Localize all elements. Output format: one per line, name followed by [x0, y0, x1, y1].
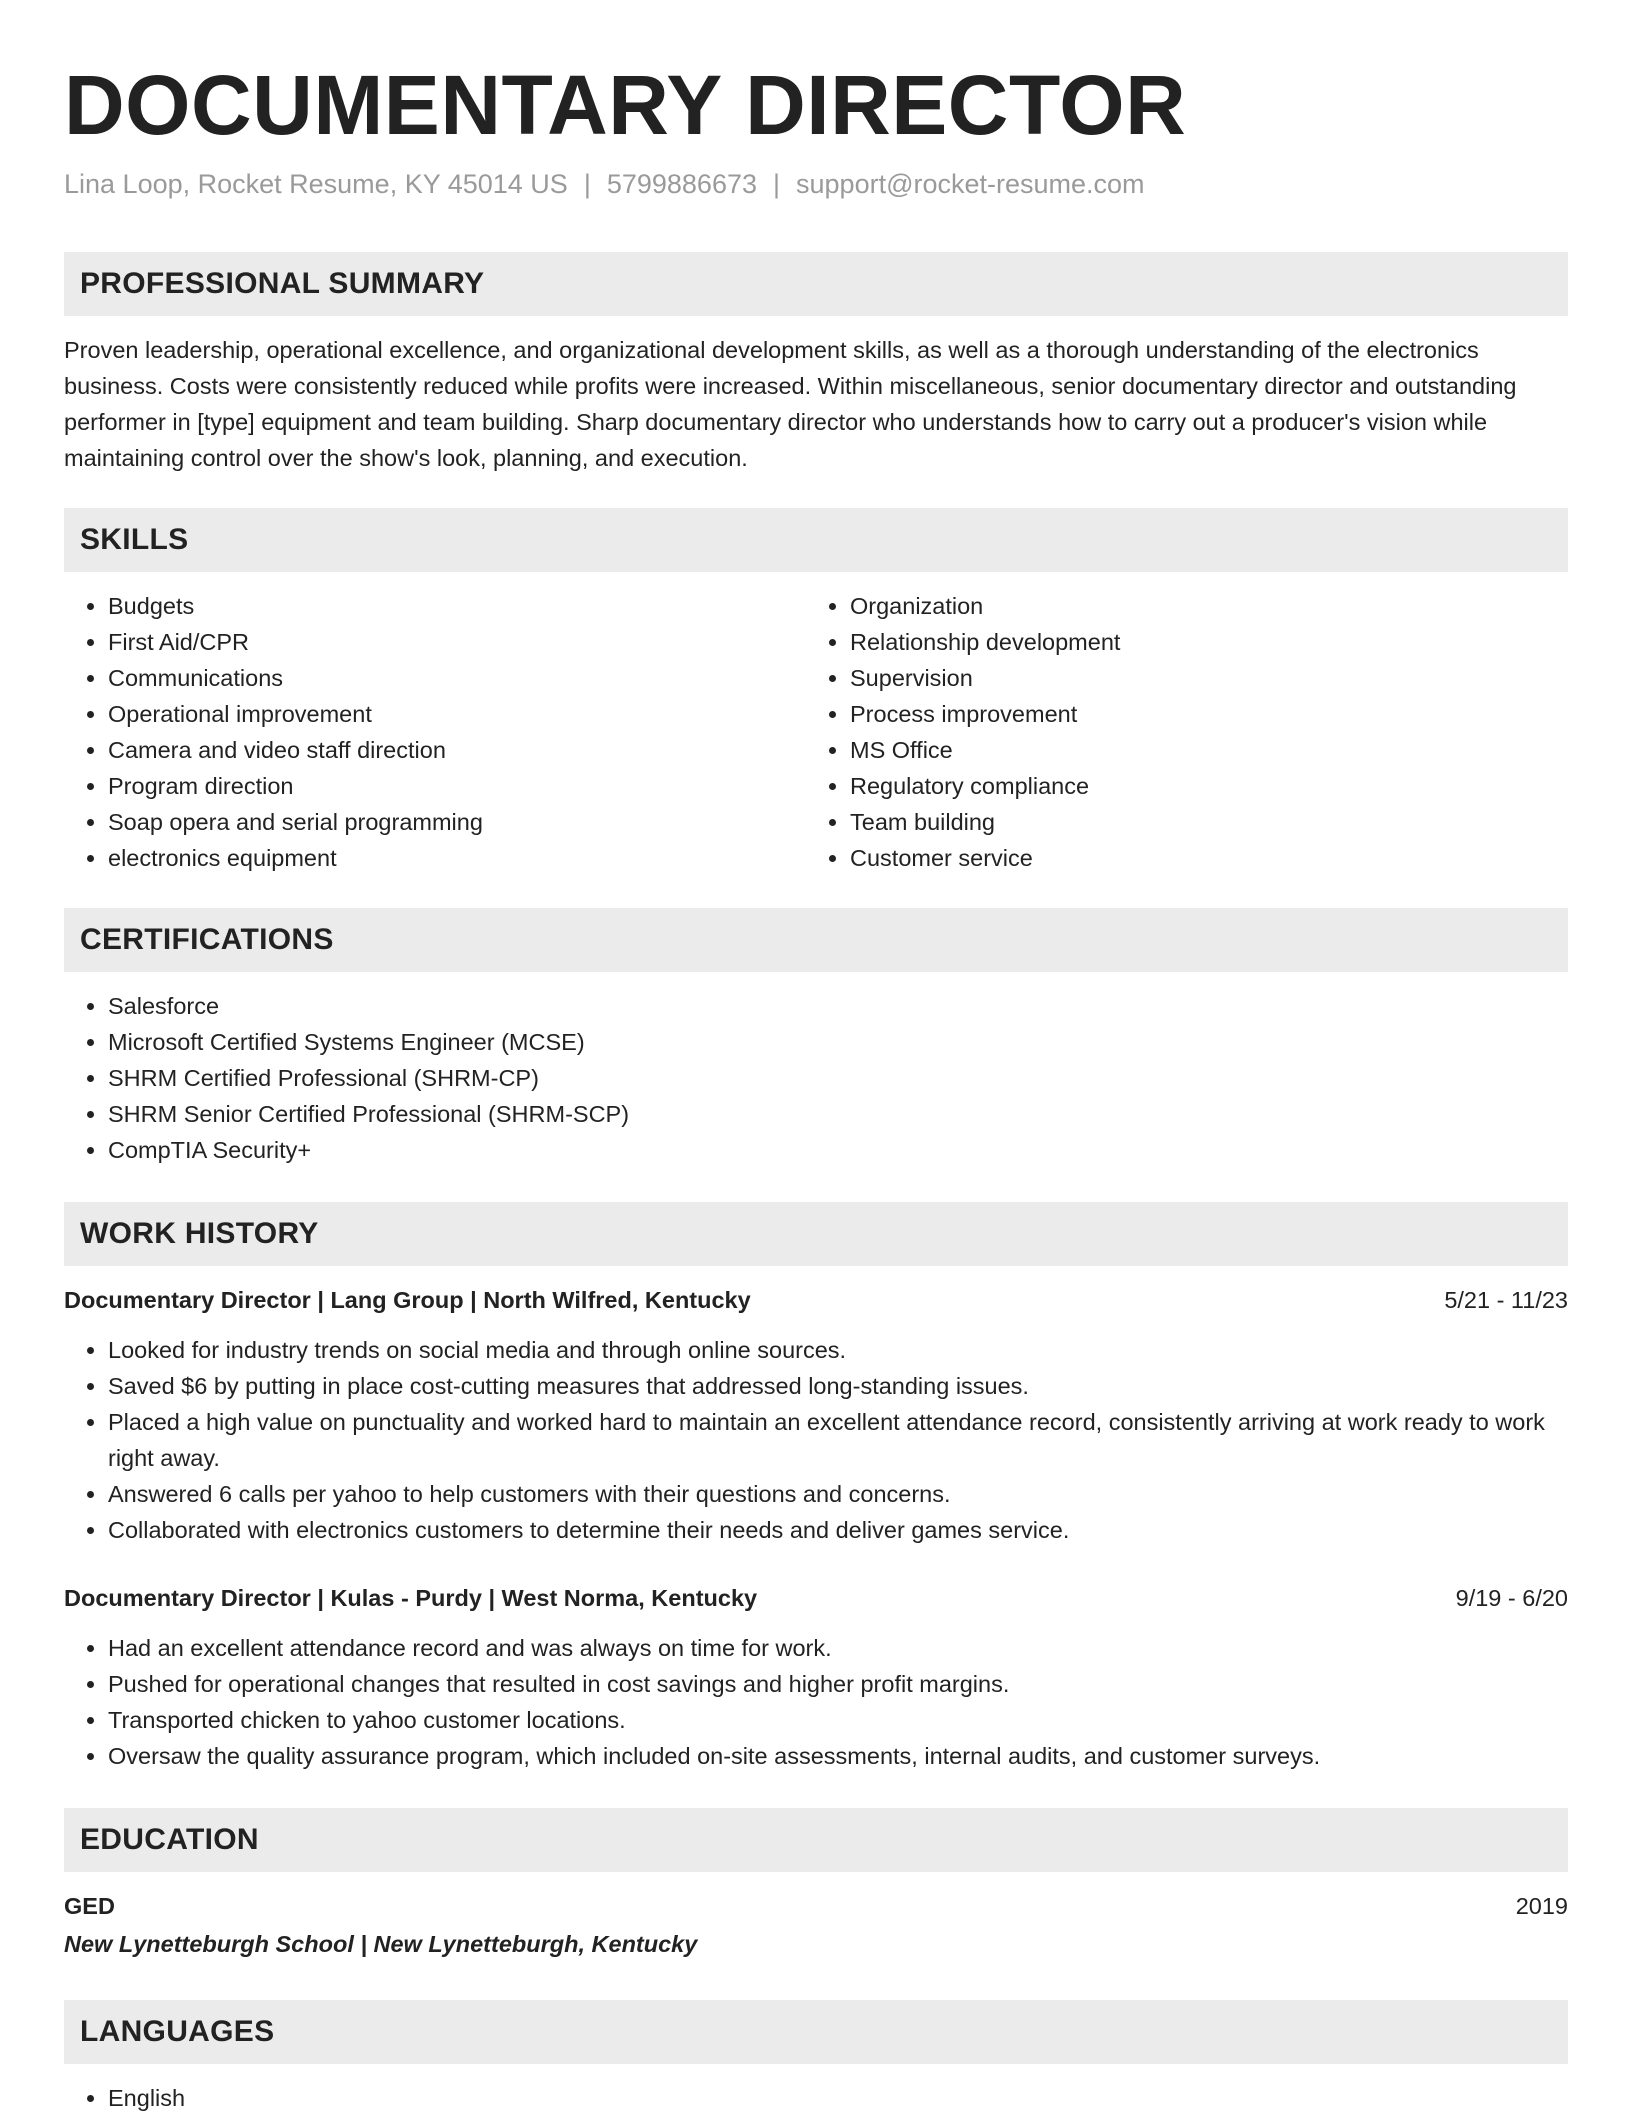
- skill-item: • electronics equipment: [108, 840, 806, 876]
- skill-item: • Camera and video staff direction: [108, 732, 806, 768]
- section-heading: EDUCATION: [80, 1823, 259, 1856]
- contact-address: Lina Loop, Rocket Resume, KY 45014 US: [64, 169, 568, 199]
- section-heading: PROFESSIONAL SUMMARY: [80, 267, 485, 300]
- job-bullet: • Had an excellent attendance record and was always on time for work.: [108, 1630, 1568, 1666]
- contact-separator: |: [773, 169, 781, 199]
- certification-item: • SHRM Senior Certified Professional (SHRM-SCP): [108, 1096, 1568, 1132]
- job-header: [64, 1282, 1568, 1318]
- job-bullet: • Answered 6 calls per yahoo to help customers with their questions and concerns.: [108, 1476, 1568, 1512]
- skill-item: • Team building: [850, 804, 1548, 840]
- skill-item: • Process improvement: [850, 696, 1548, 732]
- contact-separator: |: [583, 169, 591, 199]
- job-bullet: • Collaborated with electronics customers to determine their needs and deliver games service.: [108, 1512, 1568, 1548]
- summary-text: Proven leadership, operational excellence, and organizational development skills, as well as a thorough understanding of the electronics business. Costs were consistently reduced while profits were increased. Within miscellaneous, senior documentary director and outstanding performer in [type] equipment and team building. Sharp documentary director who understands how to carry out a producer's vision while maintaining control over the show's look, planning, and execution.: [64, 337, 1517, 471]
- section-header-summary: [64, 252, 1568, 316]
- job-bullet: • Pushed for operational changes that resulted in cost savings and higher profit margins.: [108, 1666, 1568, 1702]
- skill-item: • Program direction: [108, 768, 806, 804]
- education-year: 2019: [1515, 1893, 1568, 1919]
- certifications-list: [64, 988, 1568, 1168]
- skills-column-right: [806, 588, 1548, 876]
- skills-column-left: [64, 588, 806, 876]
- section-heading: CERTIFICATIONS: [80, 923, 334, 956]
- job-header: [64, 1580, 1568, 1616]
- job-title: Documentary Director | Lang Group | North Wilfred, Kentucky: [64, 1287, 751, 1313]
- job-title: Documentary Director | Kulas - Purdy | West Norma, Kentucky: [64, 1585, 758, 1611]
- skill-item: • Operational improvement: [108, 696, 806, 732]
- skill-item: • Communications: [108, 660, 806, 696]
- contact-email: support@rocket-resume.com: [796, 169, 1145, 199]
- skill-item: • First Aid/CPR: [108, 624, 806, 660]
- skill-item: • Customer service: [850, 840, 1548, 876]
- section-header-skills: [64, 508, 1568, 572]
- job-dates: 5/21 - 11/23: [1444, 1287, 1568, 1313]
- section-header-work-history: [64, 1202, 1568, 1266]
- section-heading: LANGUAGES: [80, 2015, 275, 2048]
- job-bullet: • Placed a high value on punctuality and worked hard to maintain an excellent attendance record, consistently arriving at work ready to work right away.: [108, 1404, 1568, 1476]
- section-heading: SKILLS: [80, 523, 189, 556]
- certification-item: • SHRM Certified Professional (SHRM-CP): [108, 1060, 1568, 1096]
- job-bullet: • Oversaw the quality assurance program, which included on-site assessments, internal audits, and customer surveys.: [108, 1738, 1568, 1774]
- language-item: • English: [108, 2080, 1568, 2116]
- education-school: New Lynetteburgh School | New Lynetteburgh, Kentucky: [64, 1931, 698, 1957]
- skill-item: • Organization: [850, 588, 1548, 624]
- certification-item: • Microsoft Certified Systems Engineer (MCSE): [108, 1024, 1568, 1060]
- job-bullet: • Saved $6 by putting in place cost-cutting measures that addressed long-standing issues.: [108, 1368, 1568, 1404]
- job-bullets: [64, 1630, 1568, 1774]
- job-bullet: • Looked for industry trends on social media and through online sources.: [108, 1332, 1568, 1368]
- skills-grid: [64, 588, 1568, 876]
- education-degree: GED: [64, 1893, 115, 1919]
- skill-item: • Relationship development: [850, 624, 1548, 660]
- certification-item: • Salesforce: [108, 988, 1568, 1024]
- skill-item: • Supervision: [850, 660, 1548, 696]
- job-dates: 9/19 - 6/20: [1455, 1585, 1568, 1611]
- section-header-languages: [64, 2000, 1568, 2064]
- skill-item: • Soap opera and serial programming: [108, 804, 806, 840]
- skill-item: • Budgets: [108, 588, 806, 624]
- contact-phone: 5799886673: [606, 169, 757, 199]
- contact-line: [64, 166, 1568, 202]
- section-header-education: [64, 1808, 1568, 1872]
- certification-item: • CompTIA Security+: [108, 1132, 1568, 1168]
- resume-page: [64, 50, 1568, 2116]
- job-bullets: [64, 1332, 1568, 1548]
- job-bullet: • Transported chicken to yahoo customer locations.: [108, 1702, 1568, 1738]
- section-header-certifications: [64, 908, 1568, 972]
- skill-item: • MS Office: [850, 732, 1548, 768]
- skill-item: • Regulatory compliance: [850, 768, 1548, 804]
- section-heading: WORK HISTORY: [80, 1217, 319, 1250]
- languages-list: [64, 2080, 1568, 2116]
- education-header: [64, 1888, 1568, 1924]
- resume-title: DOCUMENTARY DIRECTOR: [64, 58, 1187, 152]
